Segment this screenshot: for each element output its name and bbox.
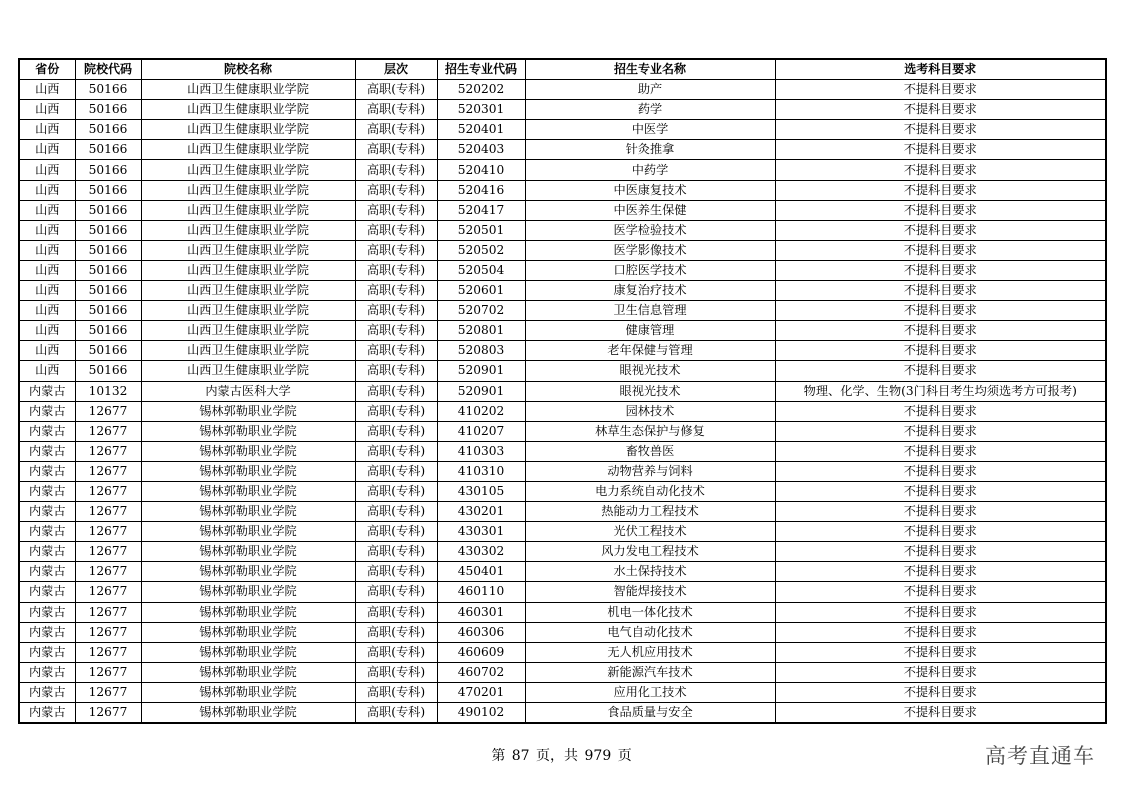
table-cell: 520702 <box>437 301 525 321</box>
table-row <box>19 281 1106 301</box>
table-row <box>19 301 1106 321</box>
table-cell: 高职(专科) <box>355 180 437 200</box>
table-cell: 12677 <box>75 602 141 622</box>
table-cell: 中医养生保健 <box>525 200 775 220</box>
table-cell: 山西 <box>19 100 75 120</box>
table-cell: 不提科目要求 <box>775 461 1106 481</box>
table-row <box>19 140 1106 160</box>
table-row <box>19 562 1106 582</box>
table-row <box>19 361 1106 381</box>
table-cell: 山西 <box>19 220 75 240</box>
table-cell: 内蒙古 <box>19 502 75 522</box>
table-cell: 不提科目要求 <box>775 401 1106 421</box>
table-cell: 山西 <box>19 321 75 341</box>
table-cell: 520803 <box>437 341 525 361</box>
table-cell: 高职(专科) <box>355 100 437 120</box>
table-cell: 物理、化学、生物(3门科目考生均须选考方可报考) <box>775 381 1106 401</box>
table-row <box>19 542 1106 562</box>
table-cell: 520501 <box>437 220 525 240</box>
table-cell: 山西 <box>19 160 75 180</box>
table-cell: 新能源汽车技术 <box>525 662 775 682</box>
table-cell: 12677 <box>75 662 141 682</box>
table-cell: 山西 <box>19 200 75 220</box>
table-cell: 中医康复技术 <box>525 180 775 200</box>
table-cell: 不提科目要求 <box>775 200 1106 220</box>
table-cell: 高职(专科) <box>355 461 437 481</box>
table-cell: 高职(专科) <box>355 662 437 682</box>
table-cell: 410207 <box>437 421 525 441</box>
table-cell: 520504 <box>437 260 525 280</box>
column-header: 省份 <box>19 59 75 80</box>
table-cell: 430302 <box>437 542 525 562</box>
table-row <box>19 401 1106 421</box>
table-cell: 电力系统自动化技术 <box>525 481 775 501</box>
table-cell: 锡林郭勒职业学院 <box>141 622 355 642</box>
table-cell: 山西 <box>19 361 75 381</box>
table-cell: 康复治疗技术 <box>525 281 775 301</box>
table-cell: 不提科目要求 <box>775 481 1106 501</box>
table-cell: 高职(专科) <box>355 281 437 301</box>
table-cell: 机电一体化技术 <box>525 602 775 622</box>
table-cell: 内蒙古 <box>19 542 75 562</box>
table-cell: 内蒙古 <box>19 441 75 461</box>
table-cell: 高职(专科) <box>355 80 437 100</box>
table-cell: 锡林郭勒职业学院 <box>141 582 355 602</box>
table-cell: 12677 <box>75 582 141 602</box>
table-cell: 12677 <box>75 642 141 662</box>
table-cell: 锡林郭勒职业学院 <box>141 522 355 542</box>
table-cell: 520901 <box>437 381 525 401</box>
table-cell: 不提科目要求 <box>775 622 1106 642</box>
table-row <box>19 321 1106 341</box>
table-cell: 山西 <box>19 341 75 361</box>
table-cell: 460110 <box>437 582 525 602</box>
table-cell: 不提科目要求 <box>775 642 1106 662</box>
table-cell: 520403 <box>437 140 525 160</box>
table-row <box>19 240 1106 260</box>
table-cell: 不提科目要求 <box>775 80 1106 100</box>
table-cell: 口腔医学技术 <box>525 260 775 280</box>
table-cell: 锡林郭勒职业学院 <box>141 502 355 522</box>
table-cell: 山西卫生健康职业学院 <box>141 220 355 240</box>
table-cell: 内蒙古 <box>19 662 75 682</box>
table-cell: 不提科目要求 <box>775 321 1106 341</box>
table-cell: 山西卫生健康职业学院 <box>141 180 355 200</box>
table-cell: 内蒙古 <box>19 682 75 702</box>
table-cell: 50166 <box>75 120 141 140</box>
table-cell: 锡林郭勒职业学院 <box>141 461 355 481</box>
table-cell: 锡林郭勒职业学院 <box>141 542 355 562</box>
table-cell: 50166 <box>75 260 141 280</box>
table-row <box>19 622 1106 642</box>
table-cell: 430201 <box>437 502 525 522</box>
table-cell: 不提科目要求 <box>775 301 1106 321</box>
table-row <box>19 381 1106 401</box>
table-cell: 高职(专科) <box>355 240 437 260</box>
table-cell: 药学 <box>525 100 775 120</box>
table-cell: 12677 <box>75 421 141 441</box>
table-row <box>19 481 1106 501</box>
table-row <box>19 421 1106 441</box>
column-header: 层次 <box>355 59 437 80</box>
table-cell: 不提科目要求 <box>775 180 1106 200</box>
table-row <box>19 100 1106 120</box>
table-cell: 锡林郭勒职业学院 <box>141 682 355 702</box>
table-cell: 内蒙古 <box>19 622 75 642</box>
column-header: 院校代码 <box>75 59 141 80</box>
table-cell: 中医学 <box>525 120 775 140</box>
table-cell: 高职(专科) <box>355 220 437 240</box>
table-cell: 460306 <box>437 622 525 642</box>
table-cell: 不提科目要求 <box>775 220 1106 240</box>
table-cell: 12677 <box>75 461 141 481</box>
table-cell: 锡林郭勒职业学院 <box>141 441 355 461</box>
table-cell: 高职(专科) <box>355 642 437 662</box>
table-cell: 12677 <box>75 562 141 582</box>
table-row <box>19 200 1106 220</box>
table-cell: 食品质量与安全 <box>525 703 775 724</box>
column-header: 选考科目要求 <box>775 59 1106 80</box>
column-header: 院校名称 <box>141 59 355 80</box>
table-cell: 不提科目要求 <box>775 522 1106 542</box>
table-cell: 高职(专科) <box>355 140 437 160</box>
table-cell: 内蒙古 <box>19 562 75 582</box>
page-suffix: 页 <box>617 748 632 764</box>
table-cell: 电气自动化技术 <box>525 622 775 642</box>
table-cell: 山西 <box>19 140 75 160</box>
table-cell: 内蒙古 <box>19 461 75 481</box>
table-cell: 410202 <box>437 401 525 421</box>
admission-table-container <box>18 58 1105 724</box>
table-cell: 园林技术 <box>525 401 775 421</box>
table-cell: 山西卫生健康职业学院 <box>141 341 355 361</box>
table-cell: 高职(专科) <box>355 682 437 702</box>
table-cell: 430301 <box>437 522 525 542</box>
table-row <box>19 703 1106 724</box>
table-cell: 高职(专科) <box>355 421 437 441</box>
table-cell: 高职(专科) <box>355 602 437 622</box>
table-cell: 山西卫生健康职业学院 <box>141 160 355 180</box>
table-cell: 热能动力工程技术 <box>525 502 775 522</box>
page-footer <box>0 745 1123 765</box>
table-cell: 12677 <box>75 441 141 461</box>
table-row <box>19 120 1106 140</box>
table-cell: 高职(专科) <box>355 542 437 562</box>
table-cell: 卫生信息管理 <box>525 301 775 321</box>
table-row <box>19 220 1106 240</box>
table-row <box>19 602 1106 622</box>
table-cell: 山西卫生健康职业学院 <box>141 240 355 260</box>
table-cell: 410303 <box>437 441 525 461</box>
table-cell: 高职(专科) <box>355 502 437 522</box>
table-cell: 50166 <box>75 100 141 120</box>
table-cell: 山西 <box>19 281 75 301</box>
table-row <box>19 80 1106 100</box>
table-cell: 畜牧兽医 <box>525 441 775 461</box>
table-row <box>19 260 1106 280</box>
table-cell: 锡林郭勒职业学院 <box>141 662 355 682</box>
table-cell: 高职(专科) <box>355 200 437 220</box>
table-cell: 50166 <box>75 180 141 200</box>
table-cell: 50166 <box>75 80 141 100</box>
page-prefix: 第 <box>491 748 506 764</box>
table-cell: 高职(专科) <box>355 260 437 280</box>
table-cell: 中药学 <box>525 160 775 180</box>
table-cell: 520417 <box>437 200 525 220</box>
table-cell: 高职(专科) <box>355 481 437 501</box>
table-cell: 高职(专科) <box>355 703 437 724</box>
table-cell: 不提科目要求 <box>775 703 1106 724</box>
table-cell: 山西卫生健康职业学院 <box>141 100 355 120</box>
table-row <box>19 180 1106 200</box>
table-cell: 12677 <box>75 522 141 542</box>
table-cell: 12677 <box>75 542 141 562</box>
table-cell: 山西卫生健康职业学院 <box>141 281 355 301</box>
table-cell: 520301 <box>437 100 525 120</box>
table-cell: 450401 <box>437 562 525 582</box>
table-cell: 医学影像技术 <box>525 240 775 260</box>
table-cell: 430105 <box>437 481 525 501</box>
table-cell: 高职(专科) <box>355 321 437 341</box>
table-cell: 520801 <box>437 321 525 341</box>
table-cell: 眼视光技术 <box>525 381 775 401</box>
table-cell: 不提科目要求 <box>775 240 1106 260</box>
table-cell: 不提科目要求 <box>775 281 1106 301</box>
table-cell: 不提科目要求 <box>775 502 1106 522</box>
table-cell: 健康管理 <box>525 321 775 341</box>
table-cell: 光伏工程技术 <box>525 522 775 542</box>
table-body <box>19 80 1106 724</box>
table-cell: 不提科目要求 <box>775 140 1106 160</box>
table-cell: 内蒙古医科大学 <box>141 381 355 401</box>
table-cell: 内蒙古 <box>19 703 75 724</box>
table-cell: 不提科目要求 <box>775 341 1106 361</box>
table-cell: 高职(专科) <box>355 622 437 642</box>
table-cell: 不提科目要求 <box>775 441 1106 461</box>
table-cell: 锡林郭勒职业学院 <box>141 481 355 501</box>
table-cell: 不提科目要求 <box>775 361 1106 381</box>
table-cell: 不提科目要求 <box>775 542 1106 562</box>
table-cell: 山西卫生健康职业学院 <box>141 200 355 220</box>
table-row <box>19 341 1106 361</box>
table-cell: 12677 <box>75 682 141 702</box>
table-cell: 12677 <box>75 622 141 642</box>
table-cell: 内蒙古 <box>19 381 75 401</box>
table-row <box>19 642 1106 662</box>
table-cell: 应用化工技术 <box>525 682 775 702</box>
table-cell: 山西 <box>19 120 75 140</box>
table-cell: 不提科目要求 <box>775 120 1106 140</box>
table-cell: 520416 <box>437 180 525 200</box>
table-cell: 内蒙古 <box>19 642 75 662</box>
table-cell: 不提科目要求 <box>775 602 1106 622</box>
table-cell: 内蒙古 <box>19 522 75 542</box>
table-row <box>19 682 1106 702</box>
table-cell: 50166 <box>75 160 141 180</box>
table-cell: 520410 <box>437 160 525 180</box>
table-cell: 470201 <box>437 682 525 702</box>
table-cell: 风力发电工程技术 <box>525 542 775 562</box>
table-row <box>19 441 1106 461</box>
page-number: 87 <box>511 748 530 764</box>
table-cell: 锡林郭勒职业学院 <box>141 401 355 421</box>
table-cell: 不提科目要求 <box>775 662 1106 682</box>
table-cell: 无人机应用技术 <box>525 642 775 662</box>
table-cell: 锡林郭勒职业学院 <box>141 421 355 441</box>
table-cell: 内蒙古 <box>19 481 75 501</box>
table-cell: 内蒙古 <box>19 401 75 421</box>
table-cell: 10132 <box>75 381 141 401</box>
table-cell: 山西卫生健康职业学院 <box>141 361 355 381</box>
table-cell: 针灸推拿 <box>525 140 775 160</box>
table-cell: 520901 <box>437 361 525 381</box>
table-cell: 460301 <box>437 602 525 622</box>
table-cell: 山西 <box>19 301 75 321</box>
table-cell: 460702 <box>437 662 525 682</box>
table-row <box>19 160 1106 180</box>
table-cell: 高职(专科) <box>355 341 437 361</box>
table-cell: 12677 <box>75 502 141 522</box>
table-cell: 520502 <box>437 240 525 260</box>
table-cell: 460609 <box>437 642 525 662</box>
table-cell: 不提科目要求 <box>775 260 1106 280</box>
table-cell: 高职(专科) <box>355 301 437 321</box>
table-cell: 山西卫生健康职业学院 <box>141 260 355 280</box>
table-cell: 490102 <box>437 703 525 724</box>
table-cell: 50166 <box>75 200 141 220</box>
table-cell: 锡林郭勒职业学院 <box>141 602 355 622</box>
table-cell: 高职(专科) <box>355 120 437 140</box>
column-header: 招生专业名称 <box>525 59 775 80</box>
table-cell: 山西 <box>19 180 75 200</box>
table-cell: 50166 <box>75 140 141 160</box>
table-cell: 50166 <box>75 220 141 240</box>
table-cell: 520401 <box>437 120 525 140</box>
table-cell: 12677 <box>75 481 141 501</box>
table-cell: 50166 <box>75 240 141 260</box>
table-cell: 医学检验技术 <box>525 220 775 240</box>
table-cell: 不提科目要求 <box>775 160 1106 180</box>
table-cell: 520601 <box>437 281 525 301</box>
table-cell: 520202 <box>437 80 525 100</box>
table-cell: 高职(专科) <box>355 582 437 602</box>
table-cell: 50166 <box>75 301 141 321</box>
table-cell: 内蒙古 <box>19 602 75 622</box>
table-cell: 动物营养与饲料 <box>525 461 775 481</box>
table-cell: 智能焊接技术 <box>525 582 775 602</box>
table-cell: 高职(专科) <box>355 441 437 461</box>
table-cell: 山西卫生健康职业学院 <box>141 120 355 140</box>
table-cell: 高职(专科) <box>355 522 437 542</box>
table-cell: 内蒙古 <box>19 582 75 602</box>
table-cell: 水土保持技术 <box>525 562 775 582</box>
table-cell: 山西 <box>19 80 75 100</box>
table-cell: 锡林郭勒职业学院 <box>141 703 355 724</box>
table-row <box>19 461 1106 481</box>
table-cell: 高职(专科) <box>355 361 437 381</box>
table-cell: 内蒙古 <box>19 421 75 441</box>
table-cell: 50166 <box>75 361 141 381</box>
table-cell: 山西 <box>19 240 75 260</box>
table-cell: 410310 <box>437 461 525 481</box>
table-cell: 山西卫生健康职业学院 <box>141 80 355 100</box>
table-row <box>19 522 1106 542</box>
table-cell: 不提科目要求 <box>775 421 1106 441</box>
table-header-row <box>19 59 1106 80</box>
table-cell: 山西卫生健康职业学院 <box>141 301 355 321</box>
total-pages: 979 <box>584 748 612 764</box>
table-cell: 山西卫生健康职业学院 <box>141 140 355 160</box>
table-cell: 助产 <box>525 80 775 100</box>
table-cell: 高职(专科) <box>355 401 437 421</box>
table-row <box>19 582 1106 602</box>
watermark-text: 高考直通车 <box>985 744 1095 768</box>
table-cell: 12677 <box>75 401 141 421</box>
table-cell: 12677 <box>75 703 141 724</box>
table-cell: 锡林郭勒职业学院 <box>141 562 355 582</box>
table-cell: 不提科目要求 <box>775 582 1106 602</box>
table-cell: 高职(专科) <box>355 381 437 401</box>
table-cell: 山西卫生健康职业学院 <box>141 321 355 341</box>
table-cell: 50166 <box>75 281 141 301</box>
table-cell: 老年保健与管理 <box>525 341 775 361</box>
page-mid: 页，共 <box>536 748 579 764</box>
table-cell: 山西 <box>19 260 75 280</box>
admission-requirements-table <box>18 58 1107 724</box>
table-cell: 高职(专科) <box>355 562 437 582</box>
table-cell: 不提科目要求 <box>775 682 1106 702</box>
table-row <box>19 502 1106 522</box>
table-cell: 林草生态保护与修复 <box>525 421 775 441</box>
table-cell: 锡林郭勒职业学院 <box>141 642 355 662</box>
table-cell: 不提科目要求 <box>775 562 1106 582</box>
column-header: 招生专业代码 <box>437 59 525 80</box>
table-row <box>19 662 1106 682</box>
table-cell: 50166 <box>75 341 141 361</box>
table-cell: 50166 <box>75 321 141 341</box>
table-cell: 不提科目要求 <box>775 100 1106 120</box>
table-cell: 高职(专科) <box>355 160 437 180</box>
table-cell: 眼视光技术 <box>525 361 775 381</box>
